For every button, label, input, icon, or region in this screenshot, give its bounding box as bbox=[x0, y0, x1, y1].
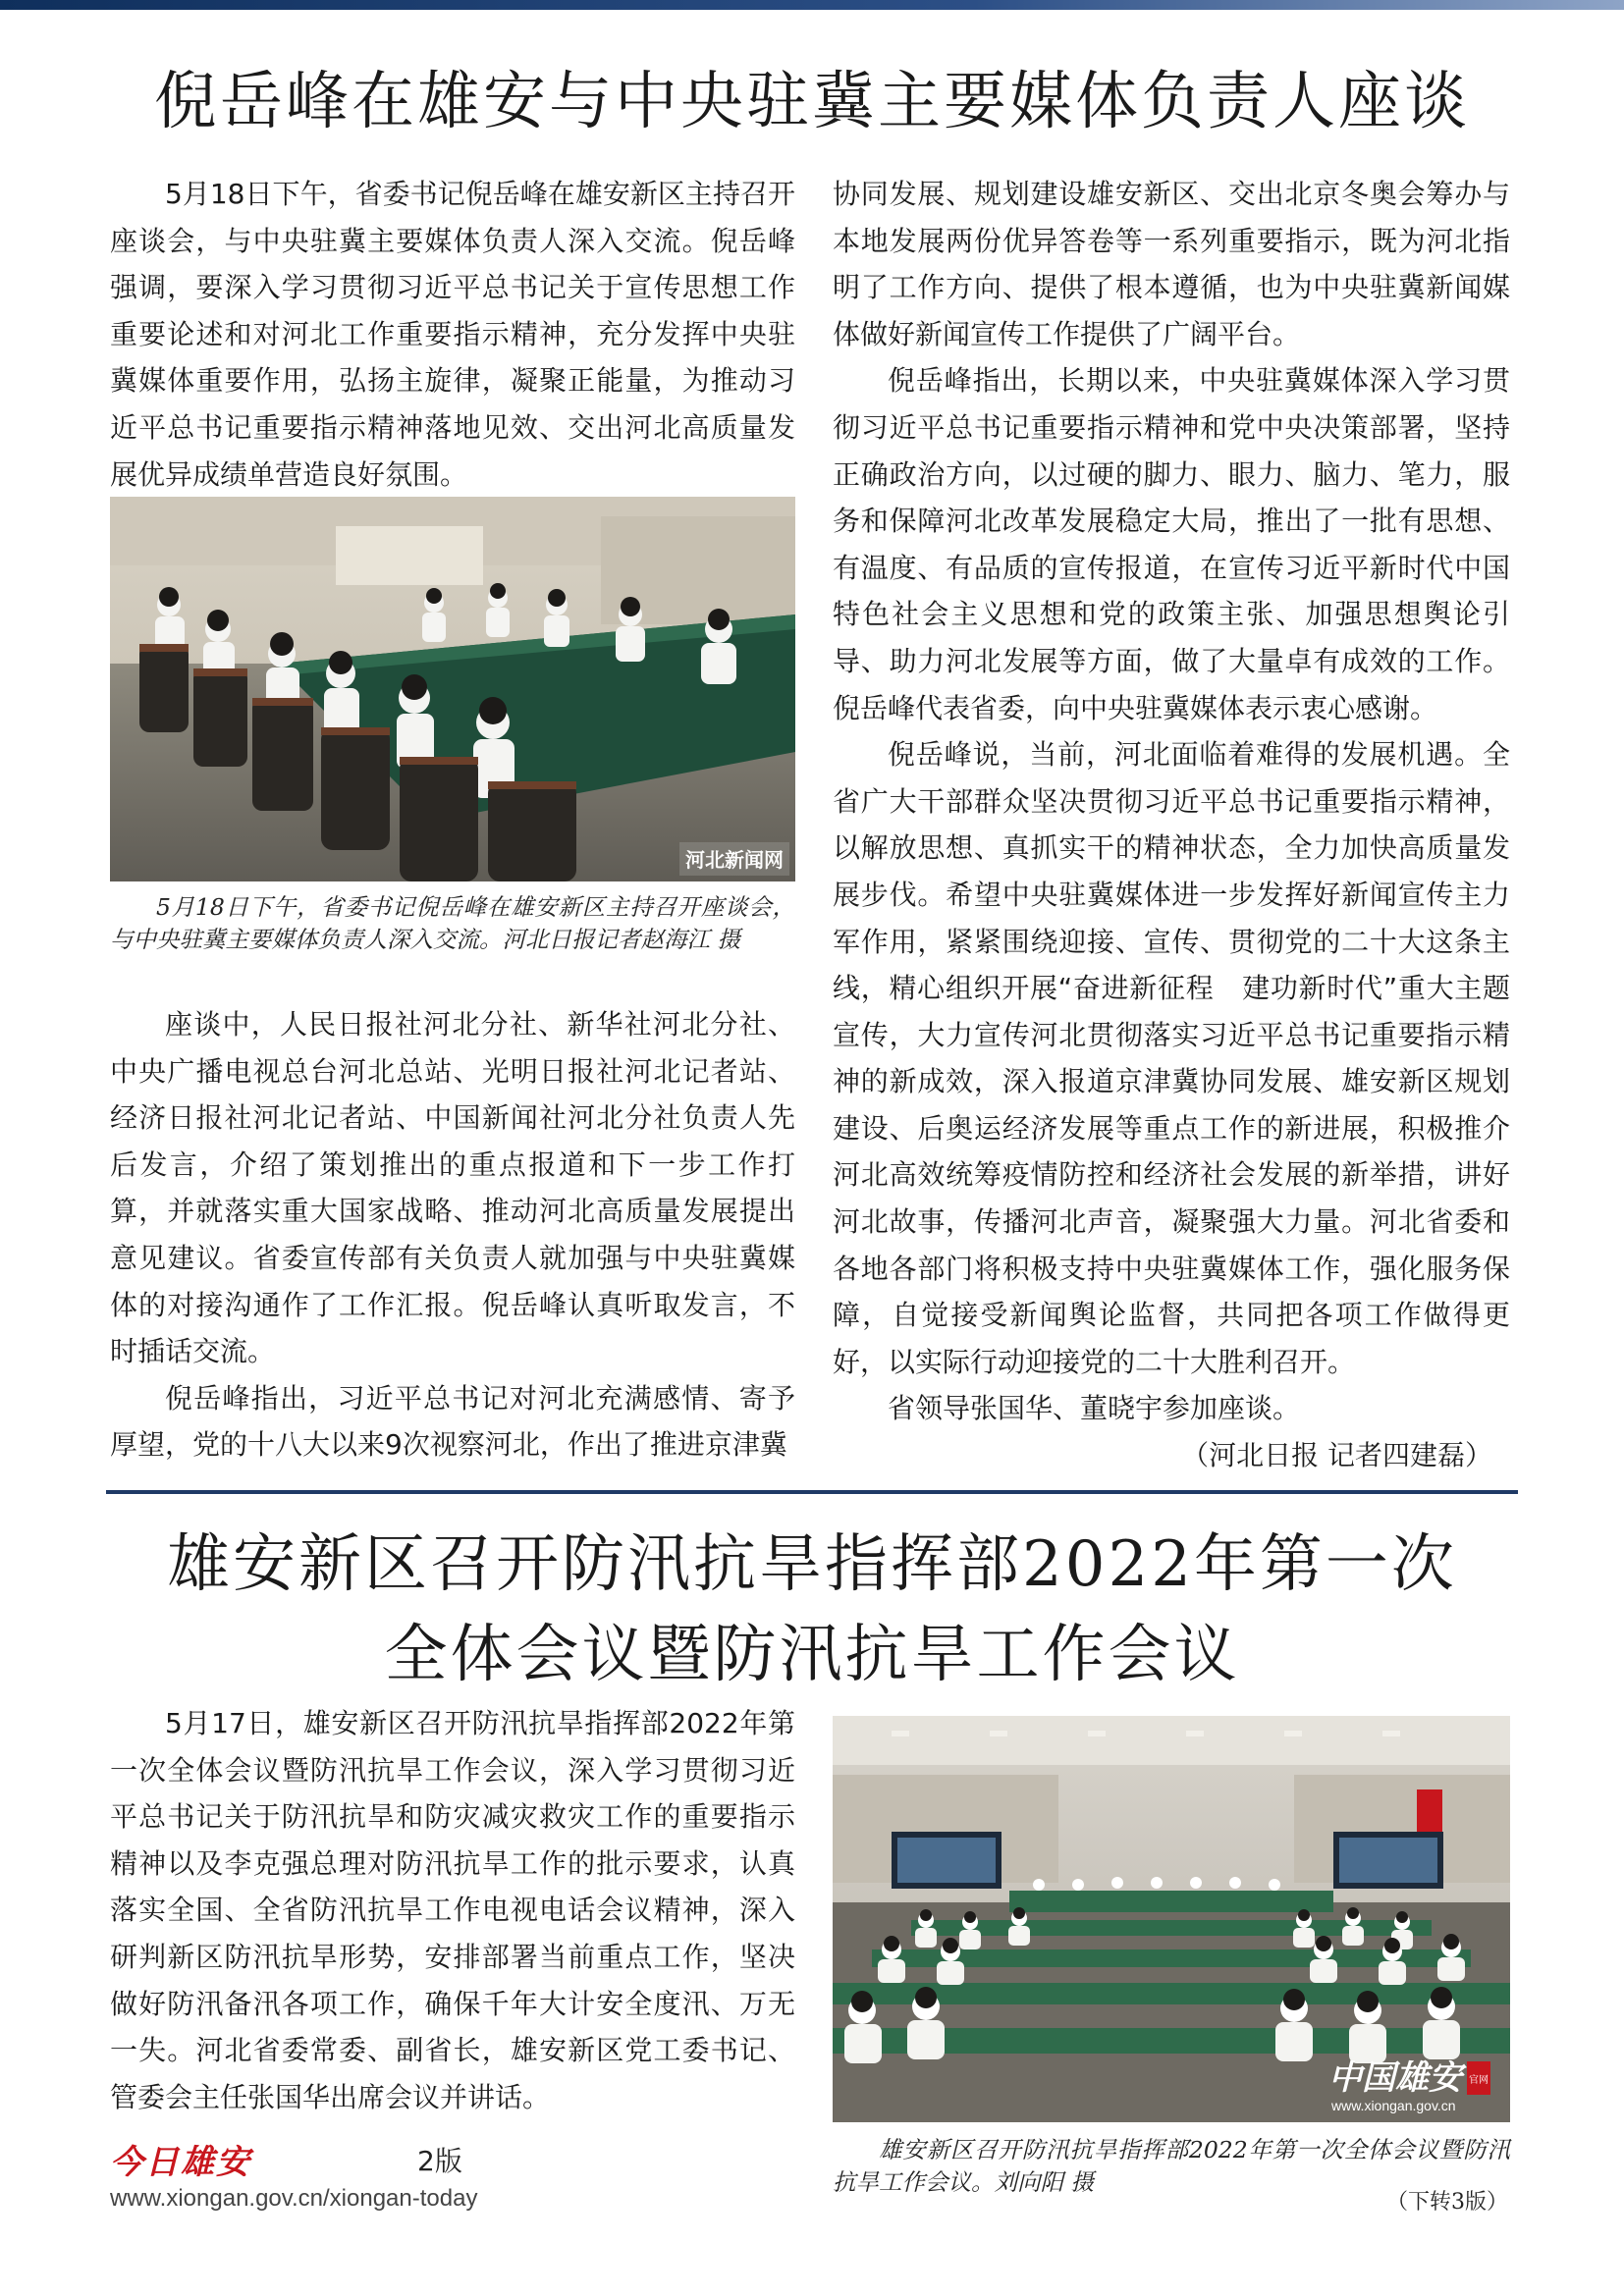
photo-1-caption: 5月18日下午，省委书记倪岳峰在雄安新区主持召开座谈会，与中央驻冀主要媒体负责人深入交流。河北日报记者赵海江 摄 bbox=[110, 893, 795, 953]
footer-url-link[interactable]: www.xiongan.gov.cn/xiongan-today bbox=[110, 2185, 478, 2212]
paragraph: 5月17日，雄安新区召开防汛抗旱指挥部2022年第一次全体会议暨防汛抗旱工作会议，深入学习贯彻习近平总书记关于防汛抗旱和防灾减灾救灾工作的重要指示精神以及李克强总理对防汛抗旱工作的批示要求，认真落实全国、全省防汛抗旱工作电视电话会议精神，深入研判新区防汛抗旱形势，安排部署当前重点工作，坚决做好防汛备汛各项工作，确保千年大计安全度汛、万无一失。河北省委常委、副省长，雄安新区党工委书记、管委会主任张国华出席会议并讲话。 bbox=[110, 1707, 795, 2113]
paragraph: 5月18日下午，省委书记倪岳峰在雄安新区主持召开座谈会，与中央驻冀主要媒体负责人深入交流。倪岳峰强调，要深入学习贯彻习近平总书记关于宣传思想工作重要论述和对河北工作重要指示精神，充分发挥中央驻冀媒体重要作用，弘扬主旋律，凝聚正能量，为推动习近平总书记重要指示精神落地见效、交出河北高质量发展优异成绩单营造良好氛围。 bbox=[110, 178, 795, 491]
paragraph: 倪岳峰指出，习近平总书记对河北充满感情、寄予厚望，党的十八大以来9次视察河北，作出了推进京津冀 bbox=[110, 1381, 795, 1462]
photo-2-watermark-url: www.xiongan.gov.cn bbox=[1331, 2098, 1456, 2113]
article-2-title-line-1: 雄安新区召开防汛抗旱指挥部2022年第一次 bbox=[167, 1528, 1457, 1601]
byline: （河北日报 记者四建磊） bbox=[1181, 1439, 1492, 1472]
photo-2-caption: 雄安新区召开防汛抗旱指挥部2022年第一次全体会议暨防汛抗旱工作会议。刘向阳 摄 bbox=[833, 2136, 1510, 2196]
continued-note: （下转3版） bbox=[1386, 2190, 1508, 2215]
paragraph: 倪岳峰说，当前，河北面临着难得的发展机遇。全省广大干部群众坚决贯彻习近平总书记重要指示精神，以解放思想、真抓实干的精神状态，全力加快高质量发展步伐。希望中央驻冀媒体进一步发挥好新闻宣传主力军作用，紧紧围绕迎接、宣传、贯彻党的二十大这条主线，精心组织开展“奋进新征程 建功新时代”重大主题宣传，大力宣传河北贯彻落实习近平总书记重要指示精神的新成效，深入报道京津冀协同发展、雄安新区规划建设、后奥运经济发展等重点工作的新进展，积极推介河北高效统筹疫情防控和经济社会发展的新举措，讲好河北故事，传播河北声音，凝聚强大力量。河北省委和各地各部门将积极支持中央驻冀媒体工作，强化服务保障，自觉接受新闻舆论监督，共同把各项工作做得更好，以实际行动迎接党的二十大胜利召开。 bbox=[833, 738, 1510, 1378]
meeting-room-illustration bbox=[110, 497, 795, 881]
article-1-col2 bbox=[833, 171, 1510, 1479]
conference-hall-illustration bbox=[833, 1716, 1510, 2122]
paragraph: 省领导张国华、董晓宇参加座谈。 bbox=[888, 1392, 1301, 1425]
photo-2-watermark-tag: 官网 bbox=[1469, 2075, 1489, 2086]
paragraph: 倪岳峰指出，长期以来，中央驻冀媒体深入学习贯彻习近平总书记重要指示精神和党中央决策部署，坚持正确政治方向，以过硬的脚力、眼力、脑力、笔力，服务和保障河北改革发展稳定大局，推出了一批有思想、有温度、有品质的宣传报道，在宣传习近平新时代中国特色社会主义思想和党的政策主张、加强思想舆论引导、助力河北发展等方面，做了大量卓有成效的工作。倪岳峰代表省委，向中央驻冀媒体表示衷心感谢。 bbox=[833, 364, 1510, 724]
photo-2-watermark: 中国雄安 bbox=[1328, 2058, 1462, 2098]
page-number: 2版 bbox=[417, 2145, 462, 2177]
meeting-photo-1 bbox=[110, 497, 795, 881]
article-1-col1-top bbox=[110, 171, 795, 498]
article-2-title-line-2: 全体会议暨防汛抗旱工作会议 bbox=[384, 1619, 1240, 1691]
publication-logo: 今日雄安 bbox=[110, 2143, 251, 2182]
meeting-photo-2 bbox=[833, 1716, 1510, 2122]
top-banner-bar bbox=[0, 0, 1624, 10]
section-divider bbox=[106, 1490, 1518, 1494]
article-2-title bbox=[0, 1520, 1624, 1700]
article-1-title: 倪岳峰在雄安与中央驻冀主要媒体负责人座谈 bbox=[154, 66, 1470, 138]
article-2-body bbox=[110, 1700, 795, 2120]
paragraph: 座谈中，人民日报社河北分社、新华社河北分社、中央广播电视总台河北总站、光明日报社河北记者站、经济日报社河北记者站、中国新闻社河北分社负责人先后发言，介绍了策划推出的重点报道和下一步工作打算，并就落实重大国家战略、推动河北高质量发展提出意见建议。省委宣传部有关负责人就加强与中央驻冀媒体的对接沟通作了工作汇报。倪岳峰认真听取发言，不时插话交流。 bbox=[110, 1008, 795, 1368]
paragraph: 协同发展、规划建设雄安新区、交出北京冬奥会筹办与本地发展两份优异答卷等一系列重要指示，既为河北指明了工作方向、提供了根本遵循，也为中央驻冀新闻媒体做好新闻宣传工作提供了广阔平台。 bbox=[833, 178, 1510, 350]
photo-1-watermark: 河北新闻网 bbox=[685, 848, 784, 872]
article-1-col1-bottom bbox=[110, 1001, 795, 1468]
watermark-hebei-news bbox=[679, 842, 789, 876]
